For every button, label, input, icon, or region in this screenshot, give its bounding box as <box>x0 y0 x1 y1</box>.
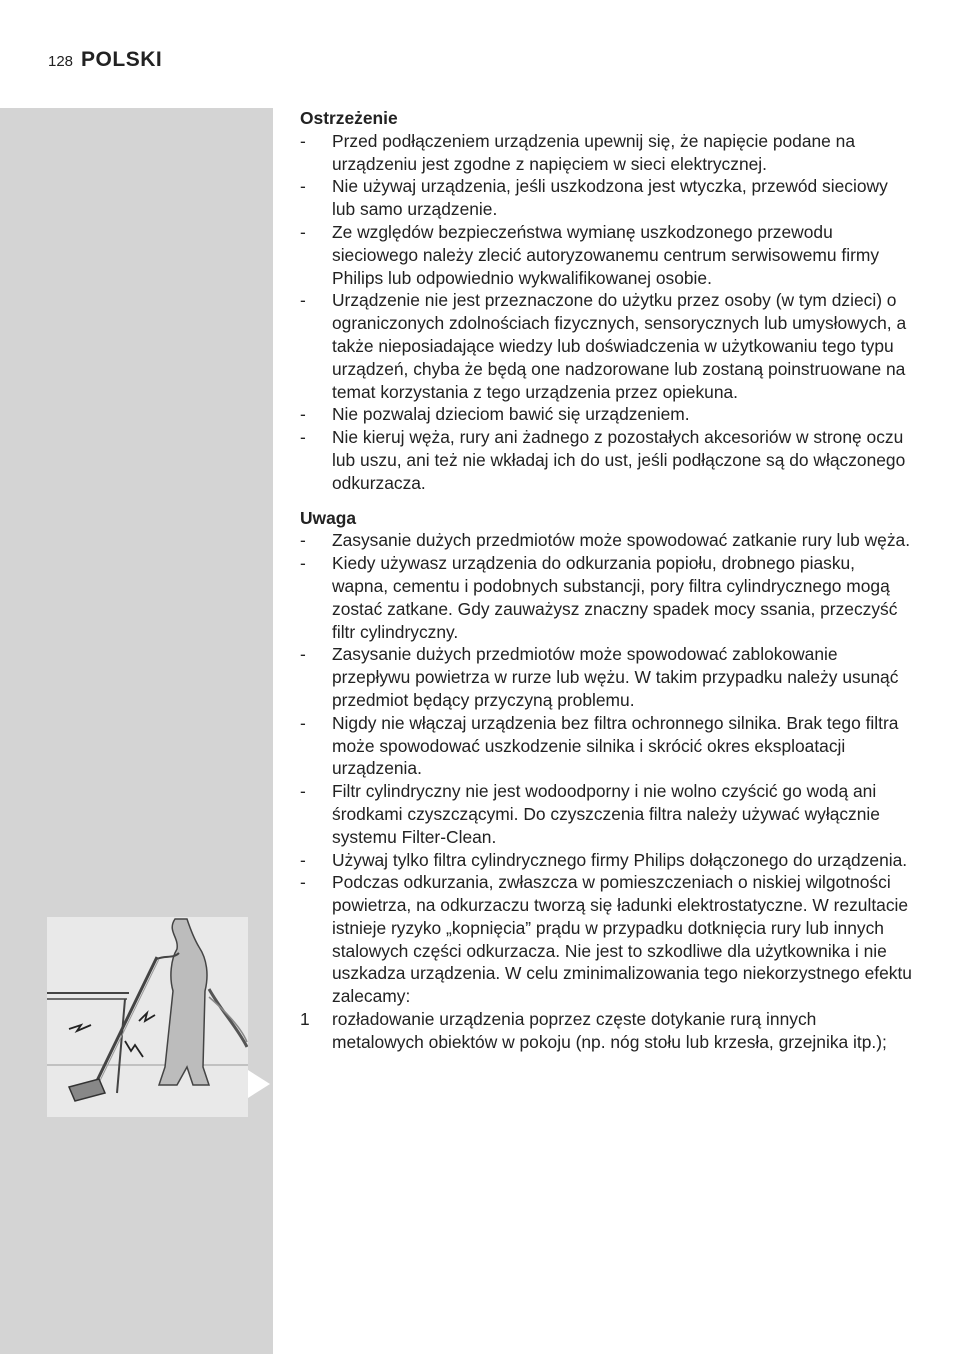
list-item-text: Podczas odkurzania, zwłaszcza w pomieszczeniach o niskiej wilgotności powietrza, na odkurzaczu tworzą się ładunki elektrostatyczne. W rezultacie istnieje ryzyko „kopnięcia” prądu w przypadku dotknięcia rury lub innych stalowych części odkurzacza. Nie jest to szkodliwe dla użytkownika i nie uszkadza urządzenia. W celu zminimalizowania tego niekorzystnego efektu zalecamy: <box>332 872 912 1007</box>
bullet-marker: - <box>300 290 306 311</box>
list-item <box>300 529 912 552</box>
section-heading-caution: Uwaga <box>300 507 357 528</box>
page-number: 128 <box>48 53 74 70</box>
gray-sidebar <box>0 108 273 1354</box>
list-item-text: Nigdy nie włączaj urządzenia bez filtra ochronnego silnika. Brak tego filtra może spowodować uszkodzenie silnika i skrócić okres eksploatacji urządzenia. <box>332 712 899 779</box>
list-item <box>300 426 912 494</box>
bullet-marker: - <box>300 872 306 893</box>
list-item <box>300 871 912 1008</box>
vacuum-static-illustration <box>47 917 248 1117</box>
list-item-text: Urządzenie nie jest przeznaczone do użytku przez osoby (w tym dzieci) o ograniczonych zdolnościach fizycznych, sensorycznych lub umysłowych, a także nieposiadające wiedzy lub doświadczenia w użytkowaniu tego typu urządzeń, chyba że będą one nadzorowane lub zostaną poinstruowane na temat korzystania z tego urządzenia przez opiekuna. <box>332 290 907 402</box>
list-item <box>300 221 912 289</box>
list-item-text: Zasysanie dużych przedmiotów może spowodować zablokowanie przepływu powietrza w rurze lub wężu. W takim przypadku należy usunąć przedmiot będący przyczyną problemu. <box>332 644 899 710</box>
number-marker: 1 <box>300 1009 310 1030</box>
list-item-text: Nie pozwalaj dzieciom bawić się urządzeniem. <box>332 404 690 425</box>
bullet-marker: - <box>300 849 306 870</box>
list-item <box>300 849 912 872</box>
caution-list <box>300 529 912 1053</box>
illustration-pointer <box>248 1070 270 1098</box>
main-content <box>300 107 912 1054</box>
bullet-marker: - <box>300 553 306 574</box>
warning-list <box>300 130 912 495</box>
bullet-marker: - <box>300 644 306 665</box>
list-item-text: Nie używaj urządzenia, jeśli uszkodzona jest wtyczka, przewód sieciowy lub samo urządzenie. <box>332 176 888 220</box>
section-heading-warning: Ostrzeżenie <box>300 108 398 128</box>
page-header <box>48 48 162 78</box>
vacuum-static-icon <box>47 917 248 1117</box>
list-item <box>300 1008 912 1054</box>
list-item <box>300 175 912 221</box>
bullet-marker: - <box>300 712 306 733</box>
list-item <box>300 289 912 403</box>
bullet-marker: - <box>300 176 306 197</box>
list-item-text: Ze względów bezpieczeństwa wymianę uszkodzonego przewodu sieciowego należy zlecić autoryzowanemu centrum serwisowemu firmy Philips lub odpowiednio wykwalifikowanej osobie. <box>332 221 880 288</box>
bullet-marker: - <box>300 530 306 551</box>
bullet-marker: - <box>300 427 306 448</box>
bullet-marker: - <box>300 781 306 802</box>
list-item-text: Zasysanie dużych przedmiotów może spowodować zatkanie rury lub węża. <box>332 530 911 551</box>
list-item <box>300 712 912 780</box>
bullet-marker: - <box>300 404 306 425</box>
list-item-text: Używaj tylko filtra cylindrycznego firmy Philips dołączonego do urządzenia. <box>332 849 908 870</box>
list-item <box>300 130 912 176</box>
bullet-marker: - <box>300 130 306 151</box>
list-item-text: Kiedy używasz urządzenia do odkurzania popiołu, drobnego piasku, wapna, cementu i podobnych substancji, pory filtra cylindrycznego mogą zostać zatkane. Gdy zauważysz znaczny spadek mocy ssania, przeczyść filtr cylindryczny. <box>332 553 898 642</box>
list-item-text: Przed podłączeniem urządzenia upewnij się, że napięcie podane na urządzeniu jest zgodne z napięciem w sieci elektrycznej. <box>332 130 856 174</box>
list-item-text: Filtr cylindryczny nie jest wodoodporny i nie wolno czyścić go wodą ani środkami czyszczącymi. Do czyszczenia filtra należy używać wyłącznie systemu Filter-Clean. <box>332 781 880 847</box>
list-item <box>300 643 912 711</box>
list-item-text: Nie kieruj węża, rury ani żadnego z pozostałych akcesoriów w stronę oczu lub uszu, ani też nie wkładaj ich do ust, jeśli podłączone są do włączonego odkurzacza. <box>332 427 906 493</box>
bullet-marker: - <box>300 221 306 242</box>
list-item <box>300 552 912 643</box>
list-item-text: rozładowanie urządzenia poprzez częste dotykanie rurą innych metalowych obiektów w pokoju (np. nóg stołu lub krzesła, grzejnika itp.); <box>332 1009 887 1052</box>
list-item <box>300 780 912 848</box>
list-item <box>300 403 912 426</box>
language-title: POLSKI <box>81 48 163 71</box>
